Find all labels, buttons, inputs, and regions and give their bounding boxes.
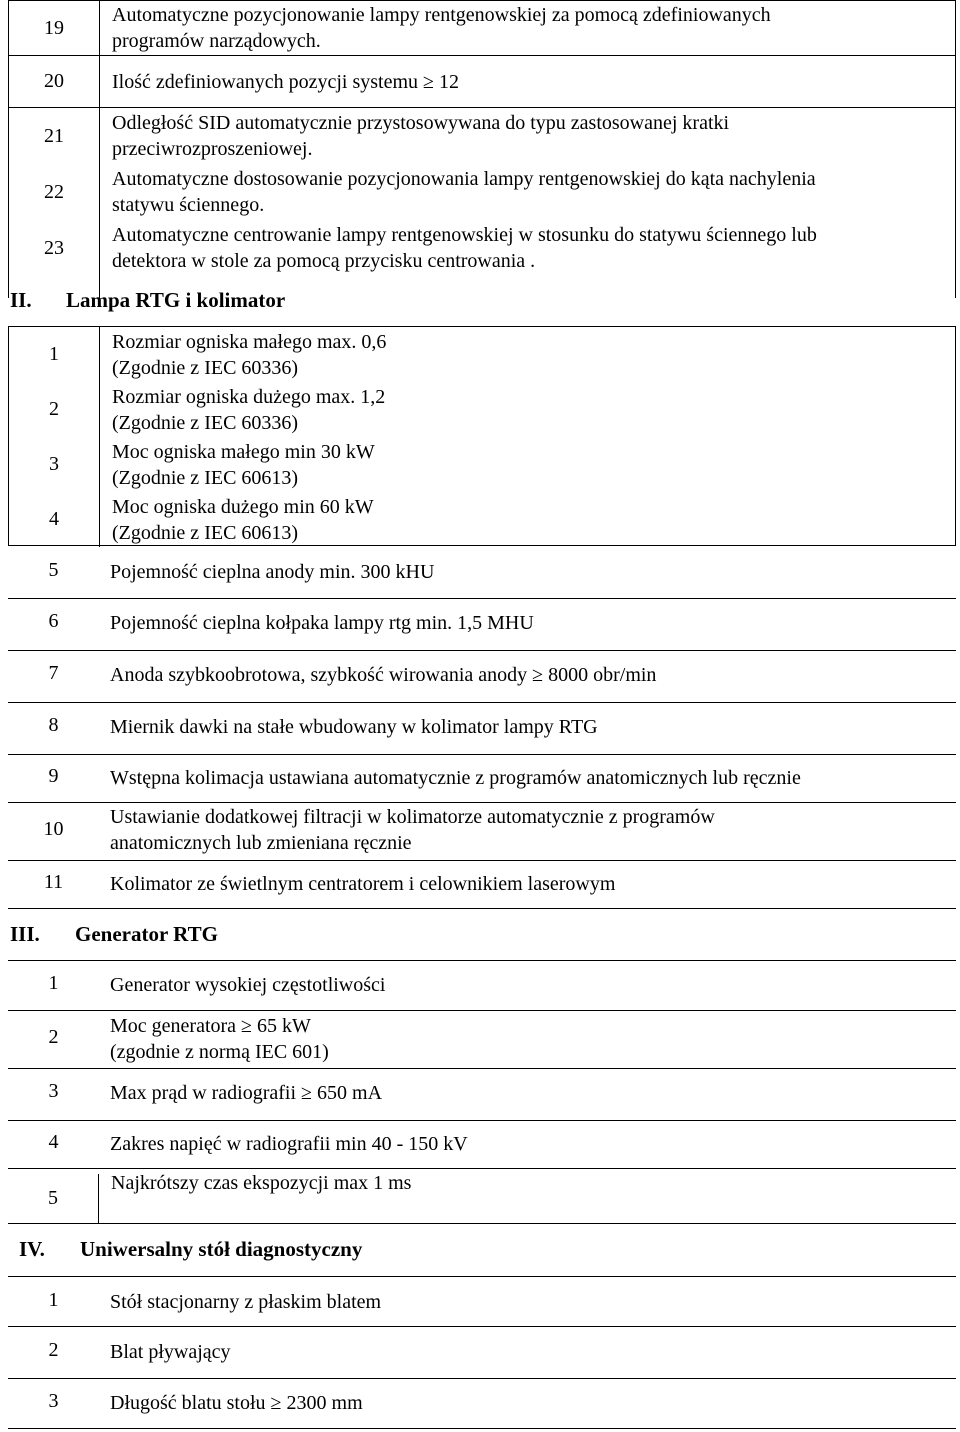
list-item — [8, 754, 956, 802]
section-title: Generator RTG — [75, 922, 218, 946]
row-number: 4 — [9, 492, 100, 547]
list-item — [8, 860, 956, 908]
row-number: 8 — [48, 714, 59, 736]
list-item — [8, 960, 956, 1010]
row-text: Pojemność cieplna anody min. 300 kHU — [110, 561, 435, 583]
row-text: Generator wysokiej częstotliwości — [110, 974, 386, 996]
row-number: 2 — [9, 382, 100, 437]
row-number: 2 — [48, 1026, 59, 1048]
row-number: 1 — [48, 972, 59, 994]
row-text: Zakres napięć w radiografii min 40 - 150 kV — [110, 1133, 468, 1155]
row-text: Długość blatu stołu ≥ 2300 mm — [110, 1392, 363, 1414]
row-number: 3 — [9, 437, 100, 492]
row-text: Miernik dawki na stałe wbudowany w kolimator lampy RTG — [110, 716, 598, 738]
row-number: 9 — [48, 765, 59, 787]
row-text-line: Rozmiar ogniska dużego max. 1,2 — [112, 385, 386, 408]
table-row-group — [8, 108, 956, 298]
list-item — [8, 546, 956, 598]
row-text-line: (zgodnie z normą IEC 601) — [110, 1041, 329, 1063]
section-title: Lampa RTG i kolimator — [66, 288, 286, 312]
row-text — [100, 108, 955, 164]
row-number: 10 — [43, 818, 64, 840]
row-text-line: Moc generatora ≥ 65 kW — [110, 1015, 311, 1037]
row-number: 19 — [9, 1, 100, 55]
row-text — [100, 1, 955, 55]
row-text: Wstępna kolimacja ustawiana automatycznie z programów anatomicznych lub ręcznie — [110, 767, 801, 789]
row-number: 5 — [8, 1174, 99, 1223]
row-text — [100, 56, 955, 107]
row-number: 7 — [48, 662, 59, 684]
row-text-line: Rozmiar ogniska małego max. 0,6 — [112, 330, 387, 353]
section-title: Uniwersalny stół diagnostyczny — [80, 1237, 363, 1261]
row-number: 3 — [48, 1390, 59, 1412]
section-number: III. — [10, 922, 40, 946]
row-text — [100, 437, 955, 492]
section-number: IV. — [19, 1237, 45, 1261]
row-text: Anoda szybkoobrotowa, szybkość wirowania anody ≥ 8000 obr/min — [110, 664, 657, 686]
row-text — [100, 327, 955, 382]
table-row-group — [8, 326, 956, 546]
table-row — [8, 1168, 956, 1224]
row-text-line: Moc ogniska dużego min 60 kW — [112, 495, 374, 518]
list-item — [8, 702, 956, 754]
list-item — [8, 802, 956, 860]
section-heading — [0, 922, 960, 952]
list-item — [8, 1326, 956, 1378]
row-text-line: (Zgodnie z IEC 60336) — [112, 411, 299, 434]
row-text-line: Ilość zdefiniowanych pozycji systemu ≥ 12 — [112, 70, 460, 93]
row-text: Stół stacjonarny z płaskim blatem — [110, 1291, 382, 1313]
row-number: 11 — [43, 871, 64, 893]
row-text-line: anatomicznych lub zmieniana ręcznie — [110, 832, 412, 854]
row-text-line: Automatyczne dostosowanie pozycjonowania lampy rentgenowskiej do kąta nachylenia — [112, 168, 816, 190]
section-heading — [0, 1237, 960, 1267]
row-number: 5 — [48, 559, 59, 581]
row-text-line: Najkrótszy czas ekspozycji max 1 ms — [111, 1172, 412, 1194]
row-text-line: (Zgodnie z IEC 60336) — [112, 356, 299, 379]
row-number: 1 — [48, 1289, 59, 1311]
row-text — [100, 382, 955, 437]
row-text — [99, 1168, 956, 1223]
row-number: 1 — [9, 327, 100, 382]
list-item — [8, 1010, 956, 1068]
row-text: Blat pływający — [110, 1341, 231, 1363]
row-text-line: Odległość SID automatycznie przystosowywana do typu zastosowanej kratki — [112, 112, 730, 134]
table-row — [8, 0, 956, 56]
list-item — [8, 650, 956, 702]
row-number: 4 — [48, 1131, 59, 1153]
row-number: 6 — [48, 610, 59, 632]
row-text — [100, 164, 955, 220]
row-text-line: (Zgodnie z IEC 60613) — [112, 521, 299, 544]
list-item — [8, 1276, 956, 1326]
table-row — [8, 56, 956, 108]
divider — [8, 908, 956, 909]
row-text — [110, 1013, 329, 1065]
row-number: 23 — [9, 220, 100, 276]
divider — [8, 1428, 956, 1429]
row-number: 2 — [48, 1339, 59, 1361]
list-item — [8, 1068, 956, 1120]
row-number: 20 — [9, 56, 100, 107]
row-text-line: Ustawianie dodatkowej filtracji w kolimatorze automatycznie z programów — [110, 806, 715, 828]
row-text: Max prąd w radiografii ≥ 650 mA — [110, 1082, 383, 1104]
row-number: 22 — [9, 164, 100, 220]
row-text-line: Automatyczne centrowanie lampy rentgenowskiej w stosunku do statywu ściennego lub — [112, 224, 817, 246]
row-text-line: detektora w stole za pomocą przycisku centrowania . — [112, 250, 536, 272]
row-text-line: programów narządowych. — [112, 30, 321, 52]
row-number: 21 — [9, 108, 100, 164]
row-text-line: przeciwrozproszeniowej. — [112, 138, 313, 160]
row-text-line: Automatyczne pozycjonowanie lampy rentgenowskiej za pomocą zdefiniowanych — [112, 4, 771, 26]
row-number: 3 — [48, 1080, 59, 1102]
list-item — [8, 1378, 956, 1428]
row-text: Pojemność cieplna kołpaka lampy rtg min. 1,5 MHU — [110, 612, 534, 634]
row-text-line: statywu ściennego. — [112, 194, 265, 216]
row-text: Kolimator ze świetlnym centratorem i celownikiem laserowym — [110, 873, 616, 895]
section-heading — [0, 288, 960, 318]
row-text — [100, 220, 955, 276]
section-number: II. — [10, 288, 32, 312]
list-item — [8, 1120, 956, 1168]
row-text-line: Moc ogniska małego min 30 kW — [112, 440, 375, 463]
list-item — [8, 598, 956, 650]
row-text — [100, 492, 955, 547]
row-text-line: (Zgodnie z IEC 60613) — [112, 466, 299, 489]
row-text — [110, 804, 715, 856]
